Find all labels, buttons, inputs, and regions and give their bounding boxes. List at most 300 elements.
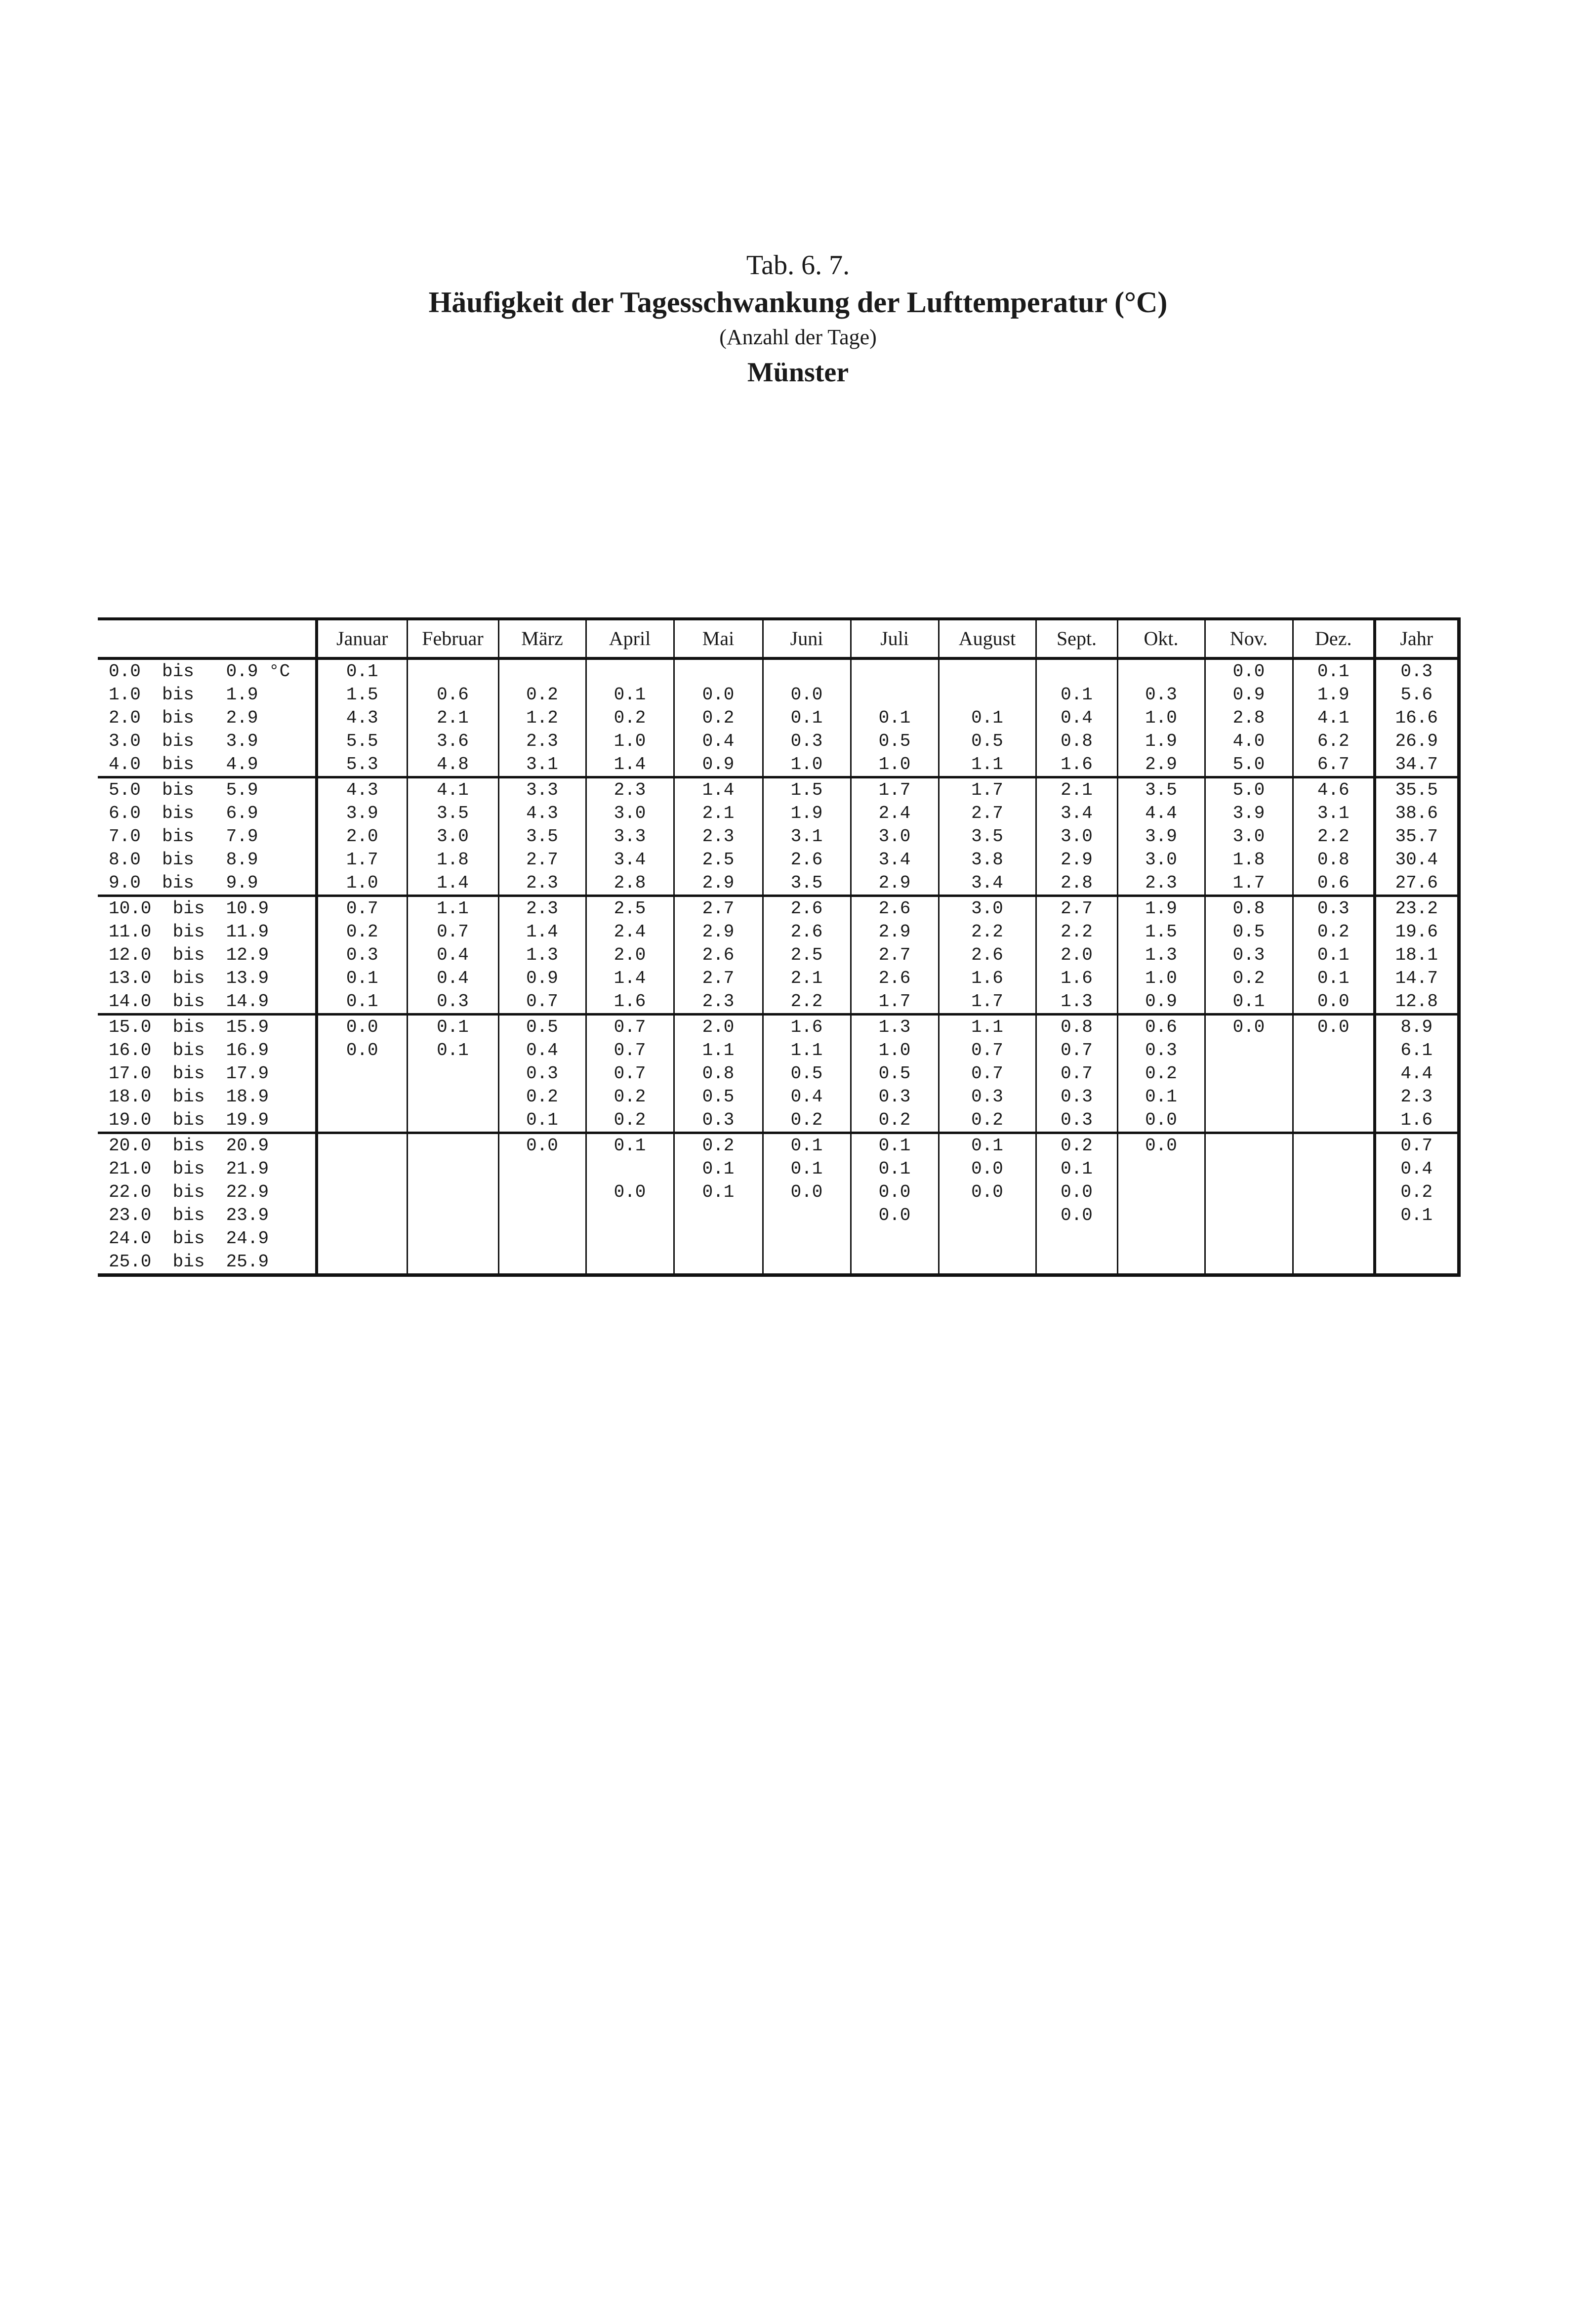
value-cell: [851, 1227, 939, 1250]
value-cell: 0.0: [586, 1180, 674, 1204]
value-cell: 0.1: [1293, 967, 1375, 990]
value-cell: 3.4: [851, 848, 939, 871]
value-cell: 0.5: [939, 730, 1036, 753]
value-cell: 4.0: [1205, 730, 1293, 753]
value-cell: [1205, 1133, 1293, 1158]
value-cell: 2.9: [851, 871, 939, 896]
column-header-10: Nov.: [1205, 619, 1293, 658]
value-cell: [674, 658, 763, 683]
value-cell: 27.6: [1375, 871, 1459, 896]
column-header-1: Februar: [407, 619, 498, 658]
value-cell: 0.5: [763, 1062, 851, 1085]
value-cell: 2.6: [674, 943, 763, 967]
value-cell: 12.8: [1375, 990, 1459, 1015]
table-row: [98, 871, 1459, 896]
table-row: [98, 730, 1459, 753]
value-cell: [1205, 1062, 1293, 1085]
value-cell: 0.0: [317, 1039, 407, 1062]
range-cell: 19.0 bis 19.9: [109, 1110, 269, 1130]
value-cell: 0.2: [674, 706, 763, 730]
value-cell: [1117, 1250, 1205, 1275]
range-cell: 14.0 bis 14.9: [109, 991, 269, 1012]
range-cell: 2.0 bis 2.9: [109, 708, 258, 728]
value-cell: 1.7: [939, 990, 1036, 1015]
value-cell: 1.1: [407, 896, 498, 921]
value-cell: 2.4: [586, 920, 674, 943]
value-cell: 0.3: [317, 943, 407, 967]
column-header-3: April: [586, 619, 674, 658]
value-cell: 4.1: [1293, 706, 1375, 730]
value-cell: [1293, 1204, 1375, 1227]
value-cell: 0.0: [763, 683, 851, 706]
value-cell: 0.2: [1293, 920, 1375, 943]
value-cell: 14.7: [1375, 967, 1459, 990]
value-cell: 0.6: [1293, 871, 1375, 896]
value-cell: 0.0: [851, 1204, 939, 1227]
value-cell: 1.4: [498, 920, 586, 943]
range-cell: 12.0 bis 12.9: [109, 945, 269, 965]
value-cell: 2.9: [674, 920, 763, 943]
value-cell: [1205, 1180, 1293, 1204]
value-cell: 1.6: [1036, 753, 1117, 777]
value-cell: [317, 1062, 407, 1085]
value-cell: [317, 1085, 407, 1108]
range-cell: 4.0 bis 4.9: [109, 754, 258, 774]
range-cell: 25.0 bis 25.9: [109, 1252, 269, 1272]
value-cell: 0.3: [1117, 1039, 1205, 1062]
value-cell: 1.9: [763, 802, 851, 825]
value-cell: 1.5: [317, 683, 407, 706]
value-cell: 1.8: [407, 848, 498, 871]
value-cell: [674, 1204, 763, 1227]
column-header-6: Juli: [851, 619, 939, 658]
value-cell: 5.0: [1205, 777, 1293, 802]
value-cell: 1.3: [1036, 990, 1117, 1015]
value-cell: 1.6: [586, 990, 674, 1015]
value-cell: 0.5: [1205, 920, 1293, 943]
value-cell: 0.3: [1117, 683, 1205, 706]
value-cell: 2.1: [674, 802, 763, 825]
table-number: Tab. 6. 7.: [746, 250, 850, 281]
value-cell: 3.0: [586, 802, 674, 825]
value-cell: [939, 1227, 1036, 1250]
value-cell: [1205, 1204, 1293, 1227]
value-cell: [586, 1250, 674, 1275]
value-cell: 19.6: [1375, 920, 1459, 943]
value-cell: 30.4: [1375, 848, 1459, 871]
value-cell: [317, 1250, 407, 1275]
range-cell: 10.0 bis 10.9: [98, 896, 317, 921]
value-cell: 1.7: [851, 990, 939, 1015]
value-cell: 0.1: [763, 1133, 851, 1158]
table-row: [98, 1227, 1459, 1250]
table-row: [98, 706, 1459, 730]
value-cell: 5.6: [1375, 683, 1459, 706]
value-cell: 0.1: [407, 1039, 498, 1062]
value-cell: 1.3: [851, 1015, 939, 1039]
value-cell: 1.6: [763, 1015, 851, 1039]
value-cell: 1.4: [407, 871, 498, 896]
value-cell: 0.7: [586, 1015, 674, 1039]
value-cell: 0.3: [674, 1108, 763, 1133]
value-cell: [1117, 1157, 1205, 1180]
value-cell: 1.7: [1205, 871, 1293, 896]
table-row: [98, 683, 1459, 706]
value-cell: [1117, 1180, 1205, 1204]
value-cell: 6.7: [1293, 753, 1375, 777]
value-cell: 1.0: [763, 753, 851, 777]
value-cell: 0.2: [674, 1133, 763, 1158]
table-row: [98, 990, 1459, 1015]
value-cell: [407, 1180, 498, 1204]
column-header-7: August: [939, 619, 1036, 658]
value-cell: 0.3: [1036, 1108, 1117, 1133]
value-cell: 0.2: [498, 683, 586, 706]
value-cell: 1.6: [1036, 967, 1117, 990]
value-cell: 1.4: [586, 967, 674, 990]
value-cell: [1205, 1157, 1293, 1180]
value-cell: 0.2: [851, 1108, 939, 1133]
value-cell: 2.0: [674, 1015, 763, 1039]
value-cell: 3.0: [939, 896, 1036, 921]
value-cell: 2.1: [763, 967, 851, 990]
value-cell: [498, 1227, 586, 1250]
value-cell: [498, 1250, 586, 1275]
value-cell: 0.7: [498, 990, 586, 1015]
value-cell: 1.6: [1375, 1108, 1459, 1133]
value-cell: 0.7: [407, 920, 498, 943]
value-cell: [763, 658, 851, 683]
value-cell: 1.3: [1117, 943, 1205, 967]
value-cell: 0.6: [1117, 1015, 1205, 1039]
value-cell: 3.5: [407, 802, 498, 825]
value-cell: 5.5: [317, 730, 407, 753]
value-cell: [498, 1157, 586, 1180]
value-cell: 0.3: [763, 730, 851, 753]
range-cell: 23.0 bis 23.9: [109, 1205, 269, 1225]
value-cell: 16.6: [1375, 706, 1459, 730]
value-cell: 0.0: [317, 1015, 407, 1039]
value-cell: 0.1: [498, 1108, 586, 1133]
range-cell: 11.0 bis 11.9: [109, 922, 269, 942]
value-cell: 0.7: [1036, 1062, 1117, 1085]
value-cell: [1293, 1108, 1375, 1133]
value-cell: 4.3: [498, 802, 586, 825]
value-cell: 1.9: [1293, 683, 1375, 706]
value-cell: [1293, 1250, 1375, 1275]
value-cell: 1.0: [851, 753, 939, 777]
value-cell: 3.8: [939, 848, 1036, 871]
value-cell: 1.0: [1117, 967, 1205, 990]
range-cell: 13.0 bis 13.9: [109, 968, 269, 988]
value-cell: 6.1: [1375, 1039, 1459, 1062]
value-cell: 0.3: [1205, 943, 1293, 967]
value-cell: 0.2: [586, 706, 674, 730]
value-cell: [317, 1180, 407, 1204]
value-cell: 3.0: [407, 825, 498, 848]
value-cell: 35.7: [1375, 825, 1459, 848]
value-cell: 3.6: [407, 730, 498, 753]
value-cell: 0.1: [317, 990, 407, 1015]
value-cell: 2.1: [1036, 777, 1117, 802]
value-cell: 0.5: [851, 730, 939, 753]
value-cell: 5.0: [1205, 753, 1293, 777]
value-cell: [407, 1108, 498, 1133]
value-cell: 0.2: [317, 920, 407, 943]
value-cell: 0.5: [674, 1085, 763, 1108]
value-cell: 0.8: [1293, 848, 1375, 871]
value-cell: [1293, 1157, 1375, 1180]
value-cell: 1.1: [674, 1039, 763, 1062]
table-row: [98, 943, 1459, 967]
value-cell: 34.7: [1375, 753, 1459, 777]
value-cell: 3.5: [1117, 777, 1205, 802]
value-cell: 0.3: [851, 1085, 939, 1108]
value-cell: 0.2: [763, 1108, 851, 1133]
range-cell: 24.0 bis 24.9: [109, 1228, 269, 1249]
value-cell: 2.3: [1375, 1085, 1459, 1108]
value-cell: 2.1: [407, 706, 498, 730]
value-cell: 0.1: [586, 1133, 674, 1158]
value-cell: 3.4: [586, 848, 674, 871]
value-cell: 3.1: [1293, 802, 1375, 825]
value-cell: 2.2: [939, 920, 1036, 943]
value-cell: 5.3: [317, 753, 407, 777]
table-row: [98, 920, 1459, 943]
value-cell: [498, 1204, 586, 1227]
frequency-table: [98, 617, 1461, 1277]
value-cell: [1205, 1085, 1293, 1108]
value-cell: 3.3: [586, 825, 674, 848]
value-cell: 0.9: [674, 753, 763, 777]
value-cell: 0.3: [498, 1062, 586, 1085]
value-cell: [674, 1250, 763, 1275]
value-cell: 0.1: [586, 683, 674, 706]
value-cell: [1293, 1227, 1375, 1250]
table-row: [98, 777, 1459, 802]
value-cell: [1375, 1227, 1459, 1250]
value-cell: 0.0: [1293, 990, 1375, 1015]
value-cell: [939, 683, 1036, 706]
value-cell: [498, 658, 586, 683]
value-cell: 0.5: [851, 1062, 939, 1085]
value-cell: 2.8: [1036, 871, 1117, 896]
value-cell: 2.6: [939, 943, 1036, 967]
value-cell: 4.4: [1117, 802, 1205, 825]
value-cell: 35.5: [1375, 777, 1459, 802]
value-cell: [939, 1204, 1036, 1227]
value-cell: 1.7: [317, 848, 407, 871]
value-cell: 2.3: [1117, 871, 1205, 896]
table-row: [98, 658, 1459, 683]
value-cell: [317, 1157, 407, 1180]
value-cell: 3.9: [317, 802, 407, 825]
table-row: [98, 967, 1459, 990]
value-cell: 2.2: [1293, 825, 1375, 848]
value-cell: [407, 1204, 498, 1227]
value-cell: [1293, 1133, 1375, 1158]
value-cell: 0.8: [1036, 1015, 1117, 1039]
value-cell: [1205, 1250, 1293, 1275]
value-cell: 3.3: [498, 777, 586, 802]
value-cell: [763, 1250, 851, 1275]
range-cell: 21.0 bis 21.9: [109, 1159, 269, 1179]
value-cell: [763, 1227, 851, 1250]
table-row: [98, 896, 1459, 921]
value-cell: [586, 1227, 674, 1250]
value-cell: 2.6: [763, 920, 851, 943]
value-cell: 2.6: [851, 896, 939, 921]
table-body: [98, 658, 1459, 1275]
value-cell: 1.7: [939, 777, 1036, 802]
table-row: [98, 1250, 1459, 1275]
value-cell: 2.7: [1036, 896, 1117, 921]
value-cell: 3.1: [498, 753, 586, 777]
value-cell: 0.3: [407, 990, 498, 1015]
value-cell: 1.2: [498, 706, 586, 730]
value-cell: 3.0: [851, 825, 939, 848]
value-cell: [1036, 1227, 1117, 1250]
station-name: Münster: [747, 357, 849, 388]
value-cell: 0.1: [407, 1015, 498, 1039]
value-cell: 2.5: [674, 848, 763, 871]
value-cell: 0.7: [1036, 1039, 1117, 1062]
value-cell: 0.1: [674, 1157, 763, 1180]
value-cell: 0.7: [1375, 1133, 1459, 1158]
value-cell: 1.5: [763, 777, 851, 802]
value-cell: 2.3: [674, 825, 763, 848]
value-cell: [1293, 1180, 1375, 1204]
range-cell: 8.0 bis 8.9: [109, 850, 258, 870]
value-cell: 3.0: [1117, 848, 1205, 871]
value-cell: [1205, 1108, 1293, 1133]
column-header-8: Sept.: [1036, 619, 1117, 658]
value-cell: [1036, 658, 1117, 683]
value-cell: 0.1: [1117, 1085, 1205, 1108]
range-cell: 0.0 bis 0.9 °C: [109, 661, 290, 682]
value-cell: 2.8: [1205, 706, 1293, 730]
value-cell: 4.3: [317, 706, 407, 730]
value-cell: 4.6: [1293, 777, 1375, 802]
value-cell: 0.4: [407, 943, 498, 967]
value-cell: 0.2: [586, 1085, 674, 1108]
value-cell: 4.8: [407, 753, 498, 777]
value-cell: 3.4: [1036, 802, 1117, 825]
range-cell: 16.0 bis 16.9: [109, 1040, 269, 1060]
value-cell: 2.3: [674, 990, 763, 1015]
value-cell: 2.3: [586, 777, 674, 802]
value-cell: 1.9: [1117, 730, 1205, 753]
value-cell: [851, 683, 939, 706]
value-cell: 1.1: [763, 1039, 851, 1062]
value-cell: 0.1: [939, 706, 1036, 730]
value-cell: 0.9: [1117, 990, 1205, 1015]
column-header-12: Jahr: [1375, 619, 1459, 658]
column-header-2: März: [498, 619, 586, 658]
value-cell: 2.9: [851, 920, 939, 943]
value-cell: [407, 1062, 498, 1085]
value-cell: 1.4: [586, 753, 674, 777]
value-cell: 0.0: [1117, 1108, 1205, 1133]
value-cell: 0.3: [1375, 658, 1459, 683]
page-subtitle: (Anzahl der Tage): [719, 325, 877, 349]
value-cell: 0.5: [498, 1015, 586, 1039]
value-cell: 0.0: [1036, 1180, 1117, 1204]
value-cell: 26.9: [1375, 730, 1459, 753]
value-cell: 0.6: [407, 683, 498, 706]
column-header-9: Okt.: [1117, 619, 1205, 658]
table-header-row: [98, 619, 1459, 658]
value-cell: [1117, 658, 1205, 683]
value-cell: 2.0: [1036, 943, 1117, 967]
value-cell: 0.4: [498, 1039, 586, 1062]
table-row: [98, 1108, 1459, 1133]
value-cell: 0.2: [1205, 967, 1293, 990]
value-cell: 0.4: [1036, 706, 1117, 730]
value-cell: 1.4: [674, 777, 763, 802]
value-cell: 2.6: [763, 896, 851, 921]
value-cell: 1.1: [939, 753, 1036, 777]
value-cell: 0.1: [851, 1133, 939, 1158]
value-cell: 0.7: [939, 1039, 1036, 1062]
value-cell: [586, 1204, 674, 1227]
value-cell: 2.5: [586, 896, 674, 921]
value-cell: [1293, 1039, 1375, 1062]
value-cell: 2.6: [763, 848, 851, 871]
range-cell: 6.0 bis 6.9: [109, 803, 258, 823]
value-cell: 0.7: [586, 1039, 674, 1062]
value-cell: 2.3: [498, 871, 586, 896]
value-cell: 0.7: [317, 896, 407, 921]
table-row: [98, 848, 1459, 871]
value-cell: 3.1: [763, 825, 851, 848]
value-cell: 2.7: [674, 967, 763, 990]
range-cell: 22.0 bis 22.9: [109, 1182, 269, 1202]
value-cell: 3.4: [939, 871, 1036, 896]
value-cell: 3.0: [1205, 825, 1293, 848]
value-cell: 2.7: [851, 943, 939, 967]
value-cell: 0.3: [939, 1085, 1036, 1108]
value-cell: 0.1: [1375, 1204, 1459, 1227]
value-cell: 0.0: [851, 1180, 939, 1204]
value-cell: 0.3: [1293, 896, 1375, 921]
value-cell: 2.8: [586, 871, 674, 896]
value-cell: 3.5: [939, 825, 1036, 848]
table-row: [98, 1133, 1459, 1158]
value-cell: 0.0: [1205, 658, 1293, 683]
value-cell: 3.9: [1205, 802, 1293, 825]
table-row: [98, 1157, 1459, 1180]
range-cell: 18.0 bis 18.9: [109, 1087, 269, 1107]
value-cell: 0.1: [763, 706, 851, 730]
value-cell: 0.1: [939, 1133, 1036, 1158]
value-cell: [586, 1157, 674, 1180]
value-cell: 1.6: [939, 967, 1036, 990]
value-cell: 0.3: [1036, 1085, 1117, 1108]
value-cell: 2.9: [674, 871, 763, 896]
value-cell: 0.2: [1117, 1062, 1205, 1085]
value-cell: [317, 1133, 407, 1158]
value-cell: [1293, 1085, 1375, 1108]
value-cell: [1293, 1062, 1375, 1085]
value-cell: 0.0: [1293, 1015, 1375, 1039]
range-cell: 5.0 bis 5.9: [98, 777, 317, 802]
value-cell: 6.2: [1293, 730, 1375, 753]
value-cell: [317, 1227, 407, 1250]
value-cell: 0.8: [674, 1062, 763, 1085]
value-cell: 0.1: [317, 967, 407, 990]
range-cell: 3.0 bis 3.9: [109, 731, 258, 751]
